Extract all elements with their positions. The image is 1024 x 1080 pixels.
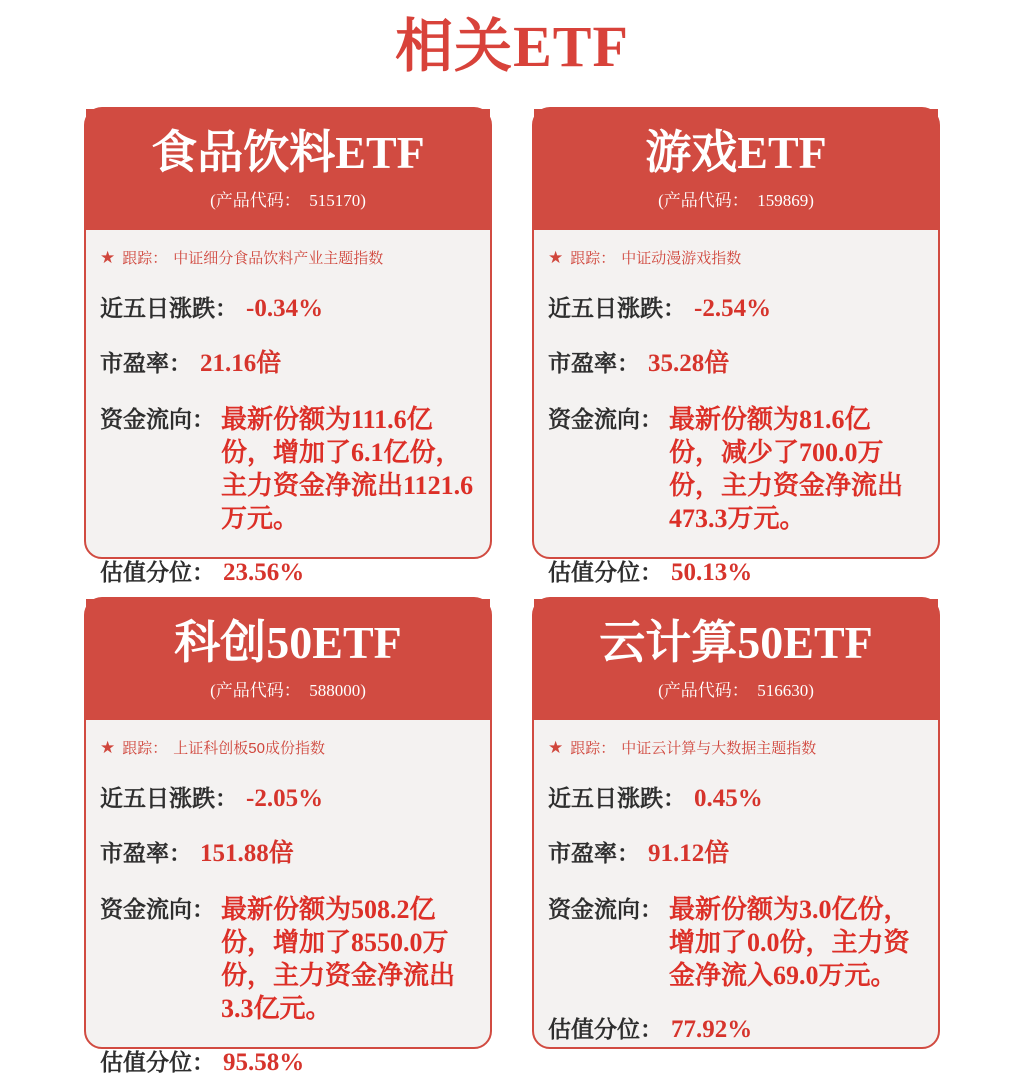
product-code-open: (产品代码：	[210, 190, 310, 210]
tracking-index: 中证云计算与大数据主题指数	[621, 739, 817, 757]
star-icon: ★	[100, 737, 116, 757]
five-day-label: 近五日涨跌：	[548, 294, 686, 321]
pe-row	[548, 348, 922, 379]
five-day-label: 近五日涨跌：	[548, 784, 686, 811]
product-code-open: (产品代码：	[658, 680, 758, 700]
product-code-open: (产品代码：	[210, 680, 310, 700]
fund-flow-text: 最新份额为508.2亿份，增加了8550.0万份，主力资金净流出3.3亿元。	[221, 894, 456, 1023]
valuation-label: 估值分位：	[548, 1015, 663, 1042]
product-code-close: )	[360, 680, 366, 700]
five-day-row	[548, 783, 922, 814]
tracking-index: 上证科创板50成份指数	[173, 739, 325, 757]
pe-row	[100, 348, 474, 379]
product-code-close: )	[808, 680, 814, 700]
tracking-label: 跟踪：	[122, 249, 168, 267]
valuation-value: 50.13%	[671, 558, 753, 586]
card-header	[534, 599, 938, 720]
valuation-value: 23.56%	[223, 558, 305, 586]
pe-label: 市盈率：	[100, 349, 192, 376]
fund-flow-row	[548, 893, 922, 992]
five-day-value: 0.45%	[694, 784, 763, 812]
fund-flow-label: 资金流向：	[548, 405, 663, 432]
tracking-label: 跟踪：	[570, 249, 616, 267]
five-day-label: 近五日涨跌：	[100, 784, 238, 811]
valuation-value: 77.92%	[671, 1015, 753, 1043]
product-code-close: )	[360, 190, 366, 210]
product-code-value: 159869	[757, 190, 809, 210]
etf-name: 游戏ETF	[645, 126, 827, 178]
valuation-row	[548, 1014, 922, 1045]
star-icon: ★	[100, 247, 116, 267]
etf-name: 科创50ETF	[174, 616, 402, 668]
pe-label: 市盈率：	[100, 839, 192, 866]
product-code-value: 588000	[309, 680, 361, 700]
card-header	[86, 599, 490, 720]
valuation-label: 估值分位：	[548, 558, 663, 585]
fund-flow-label: 资金流向：	[100, 895, 215, 922]
etf-name: 云计算50ETF	[599, 616, 873, 668]
five-day-row	[100, 293, 474, 324]
etf-card	[84, 597, 492, 1076]
product-code	[534, 186, 938, 211]
product-code-close: )	[808, 190, 814, 210]
pe-value: 91.12倍	[648, 839, 730, 867]
pe-value: 35.28倍	[648, 349, 730, 377]
card-header	[534, 109, 938, 230]
pe-value: 21.16倍	[200, 349, 282, 377]
pe-label: 市盈率：	[548, 349, 640, 376]
fund-flow-row	[548, 403, 922, 535]
star-icon: ★	[548, 247, 564, 267]
tracking-row	[100, 248, 474, 269]
etf-card-grid	[0, 81, 1024, 1076]
fund-flow-text: 最新份额为111.6亿份，增加了6.1亿份，主力资金净流出1121.6万元。	[221, 404, 474, 533]
five-day-value: -2.54%	[694, 294, 772, 322]
etf-name: 食品饮料ETF	[151, 126, 425, 178]
fund-flow-text: 最新份额为81.6亿份，减少了700.0万份，主力资金净流出473.3万元。	[669, 404, 904, 533]
pe-row	[548, 838, 922, 869]
valuation-row	[100, 557, 474, 588]
tracking-row	[100, 738, 474, 759]
fund-flow-row	[100, 403, 474, 535]
fund-flow-label: 资金流向：	[100, 405, 215, 432]
etf-card	[84, 107, 492, 586]
valuation-row	[548, 557, 922, 588]
card-body	[534, 230, 938, 588]
pe-label: 市盈率：	[548, 839, 640, 866]
tracking-row	[548, 738, 922, 759]
card-body	[86, 720, 490, 1078]
five-day-value: -0.34%	[246, 294, 324, 322]
etf-card	[532, 597, 940, 1049]
fund-flow-text: 最新份额为3.0亿份，增加了0.0份，主力资金净流入69.0万元。	[669, 894, 910, 990]
five-day-value: -2.05%	[246, 784, 324, 812]
card-header	[86, 109, 490, 230]
tracking-label: 跟踪：	[570, 739, 616, 757]
valuation-label: 估值分位：	[100, 1048, 215, 1075]
etf-card	[532, 107, 940, 586]
fund-flow-row	[100, 893, 474, 1025]
tracking-row	[548, 248, 922, 269]
valuation-value: 95.58%	[223, 1048, 305, 1076]
star-icon: ★	[548, 737, 564, 757]
tracking-index: 中证动漫游戏指数	[621, 249, 742, 267]
five-day-row	[100, 783, 474, 814]
page-title: 相关ETF	[395, 14, 629, 79]
card-body	[534, 720, 938, 1045]
product-code	[534, 676, 938, 701]
pe-value: 151.88倍	[200, 839, 294, 867]
tracking-index: 中证细分食品饮料产业主题指数	[173, 249, 384, 267]
product-code-open: (产品代码：	[658, 190, 758, 210]
tracking-label: 跟踪：	[122, 739, 168, 757]
five-day-row	[548, 293, 922, 324]
pe-row	[100, 838, 474, 869]
product-code-value: 516630	[757, 680, 809, 700]
valuation-label: 估值分位：	[100, 558, 215, 585]
product-code-value: 515170	[309, 190, 361, 210]
product-code	[86, 186, 490, 211]
valuation-row	[100, 1047, 474, 1078]
card-body	[86, 230, 490, 588]
fund-flow-label: 资金流向：	[548, 895, 663, 922]
five-day-label: 近五日涨跌：	[100, 294, 238, 321]
product-code	[86, 676, 490, 701]
